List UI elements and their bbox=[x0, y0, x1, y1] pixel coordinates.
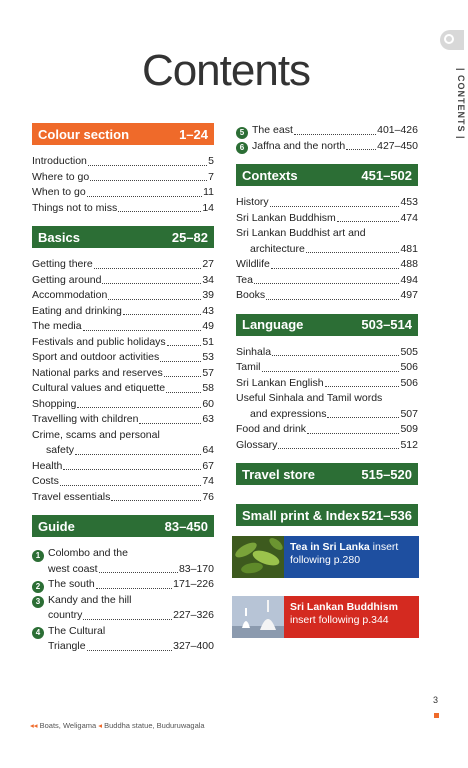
guide-chapter-entry[interactable]: 4 The Cultural Triangle 327–400 bbox=[32, 624, 214, 655]
language-list bbox=[236, 345, 418, 392]
language-list-2 bbox=[236, 422, 418, 453]
double-left-arrow-icon: ◂◂ bbox=[30, 721, 38, 730]
toc-entry[interactable]: Introduction 5 bbox=[32, 155, 214, 167]
toc-entry[interactable]: Cultural values and etiquette 58 bbox=[32, 382, 214, 394]
section-header-basics[interactable]: Basics 25–82 bbox=[32, 226, 214, 248]
basics-list-2 bbox=[32, 459, 214, 506]
toc-entry[interactable]: Sport and outdoor activities 53 bbox=[32, 351, 214, 363]
section-header-travel-store[interactable]: Travel store 515–520 bbox=[236, 463, 418, 485]
toc-entry-art[interactable]: Sri Lankan Buddhist art and architecture 481 bbox=[236, 227, 418, 255]
insert-buddhism[interactable] bbox=[232, 596, 419, 638]
guide-continued-list bbox=[236, 123, 418, 154]
right-column bbox=[236, 123, 418, 535]
contexts-list bbox=[236, 195, 418, 226]
toc-entry[interactable]: Accommodation 39 bbox=[32, 289, 214, 301]
insert-buddhism-text: Sri Lankan Buddhism insert following p.344 bbox=[284, 596, 419, 638]
section-header-contexts[interactable]: Contexts 451–502 bbox=[236, 164, 418, 186]
page-number: 3 bbox=[433, 695, 439, 705]
insert-tea-text: Tea in Sri Lanka insert following p.280 bbox=[284, 536, 419, 578]
toc-entry[interactable]: Costs 74 bbox=[32, 475, 214, 487]
toc-entry[interactable]: The media 49 bbox=[32, 320, 214, 332]
contexts-list-2 bbox=[236, 257, 418, 304]
guide-chapter-entry[interactable]: 2 The south 171–226 bbox=[32, 577, 214, 593]
page-title: Contents bbox=[141, 46, 311, 95]
toc-entry[interactable]: History 453 bbox=[236, 196, 418, 208]
toc-entry[interactable]: Eating and drinking 43 bbox=[32, 304, 214, 317]
tea-leaves-image bbox=[232, 536, 284, 578]
toc-entry[interactable]: When to go 11 bbox=[32, 186, 214, 198]
side-tab-label: | CONTENTS | bbox=[456, 68, 466, 140]
toc-entry[interactable]: Things not to miss 14 bbox=[32, 201, 214, 214]
toc-entry-crime[interactable]: Crime, scams and personal safety 64 bbox=[32, 428, 214, 456]
buddha-stupa-image bbox=[232, 596, 284, 638]
guide-chapter-entry[interactable]: 1 Colombo and the west coast 83–170 bbox=[32, 546, 214, 577]
toc-entry-useful[interactable]: Useful Sinhala and Tamil words and expressions 507 bbox=[236, 392, 418, 420]
chapter-number-icon: 5 bbox=[236, 127, 248, 139]
tab-knob-icon bbox=[440, 30, 464, 50]
toc-entry[interactable]: Wildlife 488 bbox=[236, 258, 418, 270]
chapter-number-icon: 6 bbox=[236, 142, 248, 154]
chapter-number-icon: 3 bbox=[32, 596, 44, 608]
toc-entry[interactable]: Sri Lankan Buddhism 474 bbox=[236, 211, 418, 224]
toc-entry[interactable]: Food and drink 509 bbox=[236, 423, 418, 435]
guide-list bbox=[32, 546, 214, 655]
page-marker-square bbox=[434, 713, 439, 718]
toc-entry[interactable]: Sri Lankan English 506 bbox=[236, 376, 418, 389]
section-header-colour[interactable]: Colour section 1–24 bbox=[32, 123, 214, 145]
chapter-number-icon: 2 bbox=[32, 581, 44, 593]
colour-list bbox=[32, 154, 214, 216]
left-column bbox=[32, 123, 214, 655]
toc-entry[interactable]: Travelling with children 63 bbox=[32, 413, 214, 425]
basics-list bbox=[32, 257, 214, 428]
section-header-language[interactable]: Language 503–514 bbox=[236, 314, 418, 336]
toc-entry[interactable]: Where to go 7 bbox=[32, 170, 214, 183]
toc-entry[interactable]: Getting around 34 bbox=[32, 273, 214, 286]
insert-tea[interactable] bbox=[232, 536, 419, 578]
toc-entry[interactable]: National parks and reserves 57 bbox=[32, 366, 214, 379]
toc-entry[interactable]: Health 67 bbox=[32, 459, 214, 472]
toc-entry[interactable]: Festivals and public holidays 51 bbox=[32, 335, 214, 348]
toc-entry[interactable]: Tea 494 bbox=[236, 273, 418, 286]
contents-side-tab bbox=[444, 28, 468, 148]
photo-caption: ◂◂ Boats, Weligama ◂ Buddha statue, Buduruwagala bbox=[30, 721, 205, 730]
guide-chapter-entry[interactable]: 3 Kandy and the hill country 227–326 bbox=[32, 593, 214, 624]
toc-entry[interactable]: Shopping 60 bbox=[32, 397, 214, 410]
toc-entry[interactable]: Travel essentials 76 bbox=[32, 490, 214, 503]
guide-chapter-entry[interactable]: 5 The east 401–426 bbox=[236, 123, 418, 139]
toc-entry[interactable]: Getting there 27 bbox=[32, 258, 214, 270]
guide-chapter-entry[interactable]: 6 Jaffna and the north 427–450 bbox=[236, 139, 418, 155]
section-header-small-print[interactable]: Small print & Index 521–536 bbox=[236, 504, 418, 526]
chapter-number-icon: 4 bbox=[32, 627, 44, 639]
toc-entry[interactable]: Tamil 506 bbox=[236, 361, 418, 373]
section-header-guide[interactable]: Guide 83–450 bbox=[32, 515, 214, 537]
toc-entry[interactable]: Books 497 bbox=[236, 289, 418, 301]
toc-entry[interactable]: Sinhala 505 bbox=[236, 345, 418, 358]
chapter-number-icon: 1 bbox=[32, 550, 44, 562]
left-arrow-icon: ◂ bbox=[98, 721, 103, 730]
toc-entry[interactable]: Glossary 512 bbox=[236, 438, 418, 451]
